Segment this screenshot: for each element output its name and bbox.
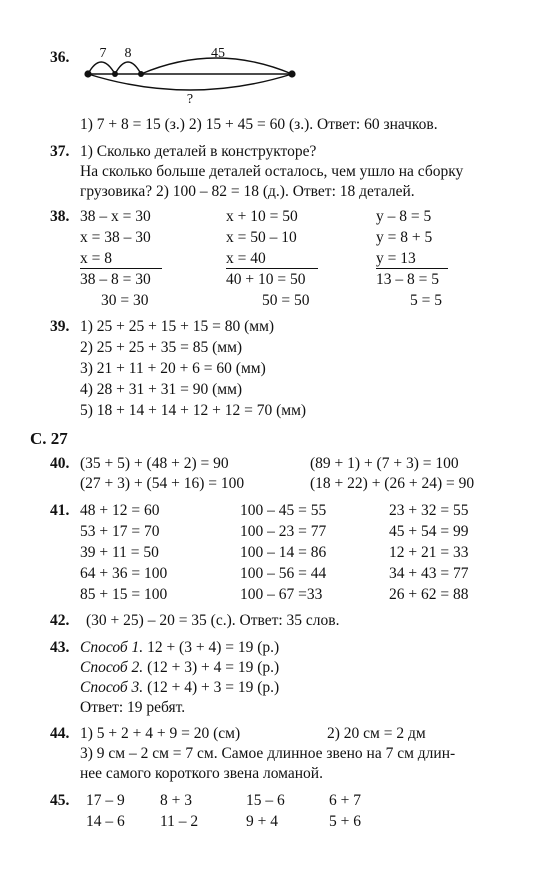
way-label: Способ 1. — [80, 639, 144, 656]
sum-cell: 12 + 21 = 33 — [389, 544, 469, 561]
expression-cell: 14 – 6 — [86, 813, 125, 830]
way-line — [80, 639, 279, 657]
expression-cell: 17 – 9 — [86, 792, 125, 809]
equation-cell: 38 – 8 = 30 — [80, 271, 151, 288]
sum-cell: 48 + 12 = 60 — [80, 502, 160, 519]
problem-39-line: 2) 25 + 25 + 35 = 85 (мм) — [80, 339, 243, 356]
segment-diagram — [0, 0, 546, 120]
problem-36-number: 36. — [50, 49, 70, 66]
underline-bar — [80, 268, 162, 269]
equation-cell: x = 8 — [80, 250, 112, 267]
difference-cell: 100 – 23 = 77 — [240, 523, 327, 540]
equation-cell: y = 8 + 5 — [376, 229, 433, 246]
difference-cell: 100 – 14 = 86 — [240, 544, 327, 561]
problem-37-line: На сколько больше деталей осталось, чем ушло на сборку — [80, 163, 464, 180]
problem-44-line: нее самого короткого звена ломаной. — [80, 765, 323, 782]
diagram-label-question: ? — [186, 92, 194, 107]
problem-39-line: 3) 21 + 11 + 20 + 6 = 60 (мм) — [80, 360, 266, 377]
equation-cell: x = 50 – 10 — [226, 229, 297, 246]
problem-45-number: 45. — [50, 792, 70, 809]
arc-total — [88, 74, 292, 90]
equation-cell: 38 – x = 30 — [80, 208, 151, 225]
problem-42-number: 42. — [50, 612, 70, 629]
way-expression: 12 + (3 + 4) = 19 (р.) — [147, 639, 280, 656]
problem-38-number: 38. — [50, 208, 70, 225]
way-expression: (12 + 3) + 4 = 19 (р.) — [147, 659, 280, 676]
sum-cell: 23 + 32 = 55 — [389, 502, 469, 519]
diagram-label-8: 8 — [124, 46, 132, 61]
problem-36-solution: 1) 7 + 8 = 15 (з.) 2) 15 + 45 = 60 (з.). Ответ: 60 значков. — [80, 116, 438, 133]
expression-cell: (18 + 22) + (26 + 24) = 90 — [310, 475, 475, 492]
problem-37-number: 37. — [50, 143, 70, 160]
problem-41-number: 41. — [50, 502, 70, 519]
section-heading: С. 27 — [30, 429, 68, 448]
sum-cell: 64 + 36 = 100 — [80, 565, 168, 582]
point-1 — [112, 71, 118, 77]
difference-cell: 100 – 45 = 55 — [240, 502, 327, 519]
way-expression: (12 + 4) + 3 = 19 (р.) — [147, 679, 280, 696]
problem-42-solution: (30 + 25) – 20 = 35 (с.). Ответ: 35 слов. — [86, 612, 340, 629]
sum-cell: 34 + 43 = 77 — [389, 565, 469, 582]
problem-39-line: 1) 25 + 25 + 15 + 15 = 80 (мм) — [80, 318, 275, 335]
problem-44-line: 3) 9 см – 2 см = 7 см. Самое длинное звено на 7 см длин- — [80, 745, 456, 762]
arc-8 — [115, 62, 141, 74]
expression-cell: 11 – 2 — [160, 813, 199, 830]
equation-cell: 13 – 8 = 5 — [376, 271, 439, 288]
problem-37-line: 1) Сколько деталей в конструкторе? — [80, 143, 317, 160]
difference-cell: 100 – 67 =33 — [240, 586, 323, 603]
sum-cell: 26 + 62 = 88 — [389, 586, 469, 603]
problem-39-line: 5) 18 + 14 + 14 + 12 + 12 = 70 (мм) — [80, 402, 307, 419]
point-end — [288, 70, 295, 77]
arc-7 — [88, 62, 115, 74]
expression-cell: 6 + 7 — [329, 792, 361, 809]
problem-37-line: грузовика? 2) 100 – 82 = 18 (д.). Ответ: 18 деталей. — [80, 183, 415, 200]
expression-cell: 8 + 3 — [160, 792, 192, 809]
point-2 — [138, 71, 144, 77]
problem-39-number: 39. — [50, 318, 70, 335]
way-line — [80, 679, 279, 697]
expression-cell: (35 + 5) + (48 + 2) = 90 — [80, 455, 229, 472]
problem-39-line: 4) 28 + 31 + 31 = 90 (мм) — [80, 381, 243, 398]
expression-cell: (89 + 1) + (7 + 3) = 100 — [310, 455, 459, 472]
difference-cell: 100 – 56 = 44 — [240, 565, 327, 582]
problem-43-answer: Ответ: 19 ребят. — [80, 699, 186, 716]
equation-cell: 30 = 30 — [101, 292, 149, 309]
expression-cell: 5 + 6 — [329, 813, 361, 830]
underline-bar — [376, 268, 448, 269]
sum-cell: 39 + 11 = 50 — [80, 544, 159, 561]
way-label: Способ 2. — [80, 659, 144, 676]
expression-cell: 9 + 4 — [246, 813, 278, 830]
equation-cell: 5 = 5 — [410, 292, 442, 309]
expression-cell: 15 – 6 — [246, 792, 285, 809]
problem-44-number: 44. — [50, 725, 70, 742]
equation-cell: x + 10 = 50 — [226, 208, 298, 225]
problem-44-line: 2) 20 см = 2 дм — [327, 725, 426, 742]
point-start — [84, 70, 91, 77]
problem-40-number: 40. — [50, 455, 70, 472]
equation-cell: x = 40 — [226, 250, 266, 267]
way-line — [80, 659, 279, 677]
way-label: Способ 3. — [80, 679, 144, 696]
sum-cell: 85 + 15 = 100 — [80, 586, 168, 603]
equation-cell: y – 8 = 5 — [376, 208, 432, 225]
diagram-label-7: 7 — [99, 46, 107, 61]
expression-cell: (27 + 3) + (54 + 16) = 100 — [80, 475, 245, 492]
sum-cell: 53 + 17 = 70 — [80, 523, 160, 540]
equation-cell: y = 13 — [376, 250, 416, 267]
problem-43-number: 43. — [50, 639, 70, 656]
sum-cell: 45 + 54 = 99 — [389, 523, 469, 540]
equation-cell: x = 38 – 30 — [80, 229, 151, 246]
underline-bar — [226, 268, 318, 269]
problem-44-line: 1) 5 + 2 + 4 + 9 = 20 (см) — [80, 725, 241, 742]
equation-cell: 50 = 50 — [262, 292, 310, 309]
diagram-label-45: 45 — [211, 46, 225, 61]
equation-cell: 40 + 10 = 50 — [226, 271, 306, 288]
